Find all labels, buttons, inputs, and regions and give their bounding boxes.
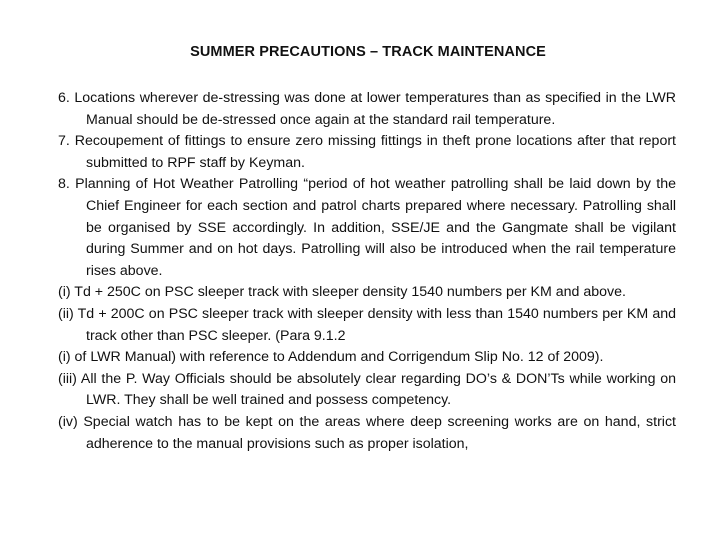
paragraph-8: 8. Planning of Hot Weather Patrolling “period of hot weather patrolling shall be laid down by the Chief Engineer for each section and patrol charts prepared where necessary. Patrolling shall be organised by SSE accordingly. In addition, SSE/JE and the Gangmate shall be vigilant during Summer and on hot days. Patrolling will also be introduced when the rail temperature rises above.: [58, 176, 676, 279]
body-text: [58, 88, 676, 455]
paragraph-8-ii: (ii) Td + 200C on PSC sleeper track with sleeper density with less than 1540 numbers per KM and track other than PSC sleeper. (Para 9.1.2: [58, 305, 676, 344]
paragraph-8-iii: (iii) All the P. Way Officials should be absolutely clear regarding DO’s & DON’Ts while working on LWR. They shall be well trained and possess competency.: [58, 370, 676, 409]
page-title: SUMMER PRECAUTIONS – TRACK MAINTENANCE: [190, 44, 546, 60]
paragraph-8-i: (i) Td + 250C on PSC sleeper track with sleeper density 1540 numbers per KM and above.: [58, 284, 626, 301]
paragraph-8-iv: (iv) Special watch has to be kept on the areas where deep screening works are on hand, strict adherence to the manual provisions such as proper isolation,: [58, 413, 676, 452]
paragraph-8-ii-cont: (i) of LWR Manual) with reference to Addendum and Corrigendum Slip No. 12 of 2009).: [58, 349, 604, 366]
paragraph-6: 6. Locations wherever de-stressing was done at lower temperatures than as specified in the LWR Manual should be de-stressed once again at the standard rail temperature.: [58, 90, 676, 128]
paragraph-7: 7. Recoupement of fittings to ensure zero missing fittings in theft prone locations after that report submitted to RPF staff by Keyman.: [58, 133, 676, 171]
